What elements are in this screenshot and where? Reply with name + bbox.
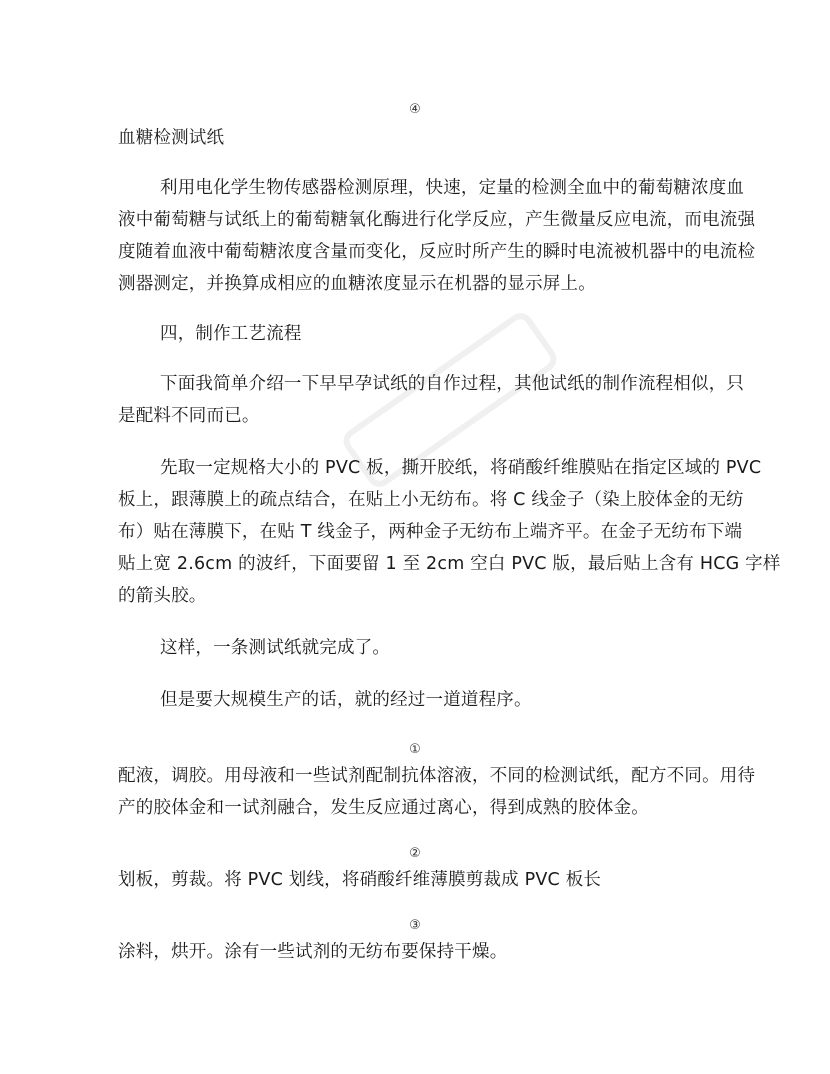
paragraph-line: 度随着血液中葡萄糖浓度含量而变化，反应时所产生的瞬时电流被机器中的电流检 bbox=[118, 242, 756, 262]
paragraph-line: 测器测定，并换算成相应的血糖浓度显示在机器的显示屏上。 bbox=[118, 274, 596, 294]
paragraph-line: 下面我简单介绍一下早早孕试纸的自作过程，其他试纸的制作流程相似，只 bbox=[160, 374, 745, 394]
step-line: 配液，调胶。用母液和一些试剂配制抗体溶液，不同的检测试纸，配方不同。用待 bbox=[118, 766, 756, 786]
section-marker-1: ① bbox=[409, 742, 421, 757]
paragraph-line: 液中葡萄糖与试纸上的葡萄糖氧化酶进行化学反应，产生微量反应电流，而电流强 bbox=[118, 210, 756, 230]
heading: 血糖检测试纸 bbox=[118, 128, 225, 148]
paragraph: 但是要大规模生产的话，就的经过一道道程序。 bbox=[160, 690, 532, 710]
section-marker-3: ③ bbox=[409, 918, 421, 933]
paragraph-line: 利用电化学生物传感器检测原理，快速，定量的检测全血中的葡萄糖浓度血 bbox=[160, 178, 745, 198]
paragraph-line: 是配料不同而已。 bbox=[118, 406, 260, 426]
step-line: 划板，剪裁。将 PVC 划线，将硝酸纤维薄膜剪裁成 PVC 板长 bbox=[118, 870, 602, 890]
section-title: 四，制作工艺流程 bbox=[160, 324, 302, 344]
paragraph-line: 贴上宽 2.6cm 的波纤，下面要留 1 至 2cm 空白 PVC 版，最后贴上含有 HCG 字样 bbox=[118, 554, 781, 574]
section-marker-4: ④ bbox=[409, 102, 421, 117]
paragraph-line: 的箭头胶。 bbox=[118, 586, 207, 606]
paragraph-line: 布）贴在薄膜下，在贴 T 线金子，两种金子无纺布上端齐平。在金子无纺布下端 bbox=[118, 522, 743, 542]
step-line: 涂料，烘开。涂有一些试剂的无纺布要保持干燥。 bbox=[118, 942, 508, 962]
section-marker-2: ② bbox=[409, 846, 421, 861]
paragraph-line: 先取一定规格大小的 PVC 板，撕开胶纸，将硝酸纤维膜贴在指定区域的 PVC bbox=[160, 458, 762, 478]
paragraph-line: 板上，跟薄膜上的疏点结合，在贴上小无纺布。将 C 线金子（染上胶体金的无纺 bbox=[118, 490, 744, 510]
step-line: 产的胶体金和一试剂融合，发生反应通过离心，得到成熟的胶体金。 bbox=[118, 798, 649, 818]
paragraph: 这样，一条测试纸就完成了。 bbox=[160, 638, 391, 658]
